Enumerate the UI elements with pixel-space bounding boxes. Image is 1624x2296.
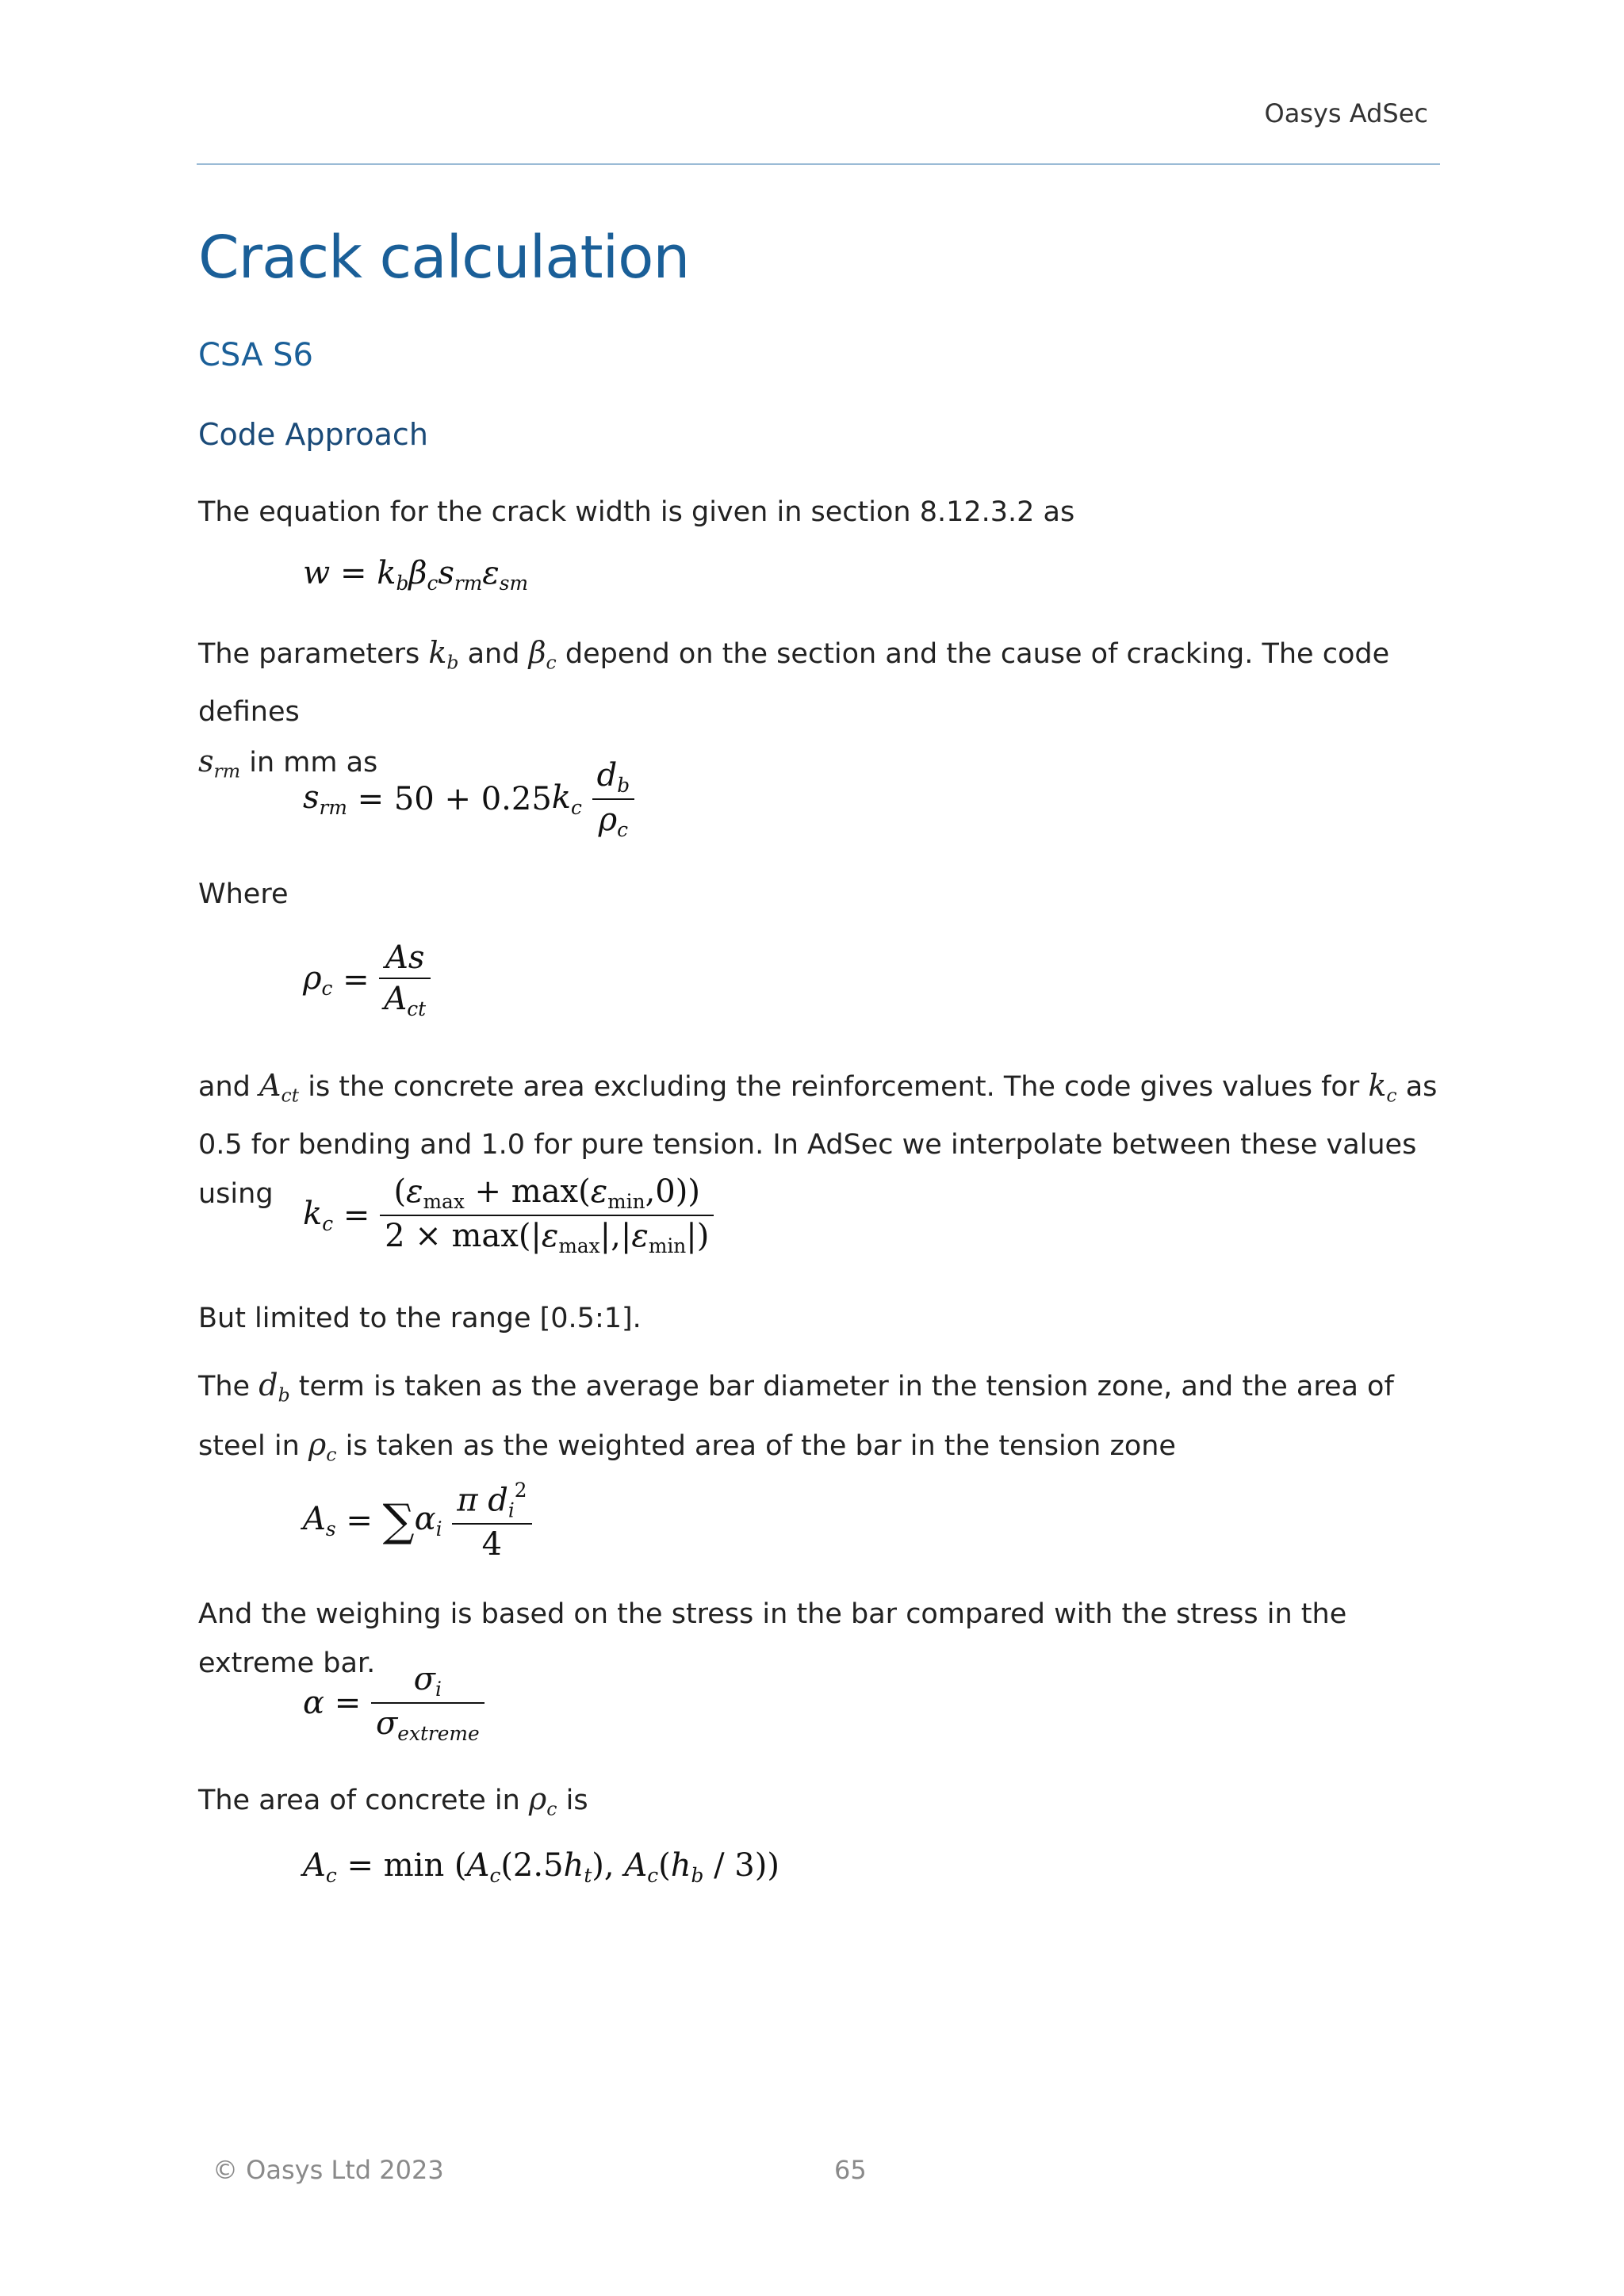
equation-reinforcement-ratio: $\rho_c$ = $\frac{As}{A_{ct}}$ xyxy=(303,939,431,1020)
subsection-heading: Code Approach xyxy=(198,417,428,452)
footer-copyright: © Oasys Ltd 2023 xyxy=(213,2155,444,2185)
header-divider xyxy=(197,163,1440,165)
equation-stress-weighting: α = $\frac{\sigma_i}{\sigma_{extreme}}$ xyxy=(303,1661,485,1745)
paragraph-concrete-area-in-rho: The area of concrete in $\rho_c$ is xyxy=(198,1781,588,1820)
paragraph-weighting: And the weighing is based on the stress in the bar compared with the stress in the extreme bar. xyxy=(198,1598,1347,1679)
equation-steel-area: $A_s$ = ∑ $\alpha_i$ $\frac{\pi d_i^2}{4}$ xyxy=(303,1479,532,1563)
equation-crack-width: $w = k_b\beta_cs_{rm}\varepsilon_{sm}$ xyxy=(303,555,528,595)
equation-effective-concrete-area: $A_c = \min (A_c(2.5h_t)$, $A_c(h_b / 3)$) xyxy=(303,1847,779,1887)
footer-page-number: 65 xyxy=(834,2155,867,2185)
paragraph-concrete-area: and $A_{ct}$ is the concrete area excluding the reinforcement. The code gives values for $k_c$ as 0.5 for bending and 1.0 for pure tension. In AdSec we interpolate between these values using xyxy=(198,1068,1438,1210)
paragraph-crack-width-intro: The equation for the crack width is given in section 8.12.3.2 as xyxy=(198,496,1075,528)
equation-kc-interpolation: $k_c$ = $\frac{(\varepsilon_{max} + \max(\varepsilon_{min},0))}{2 \times \max(|\varepsilon_{max}|,|\varepsilon_{min}|)}$ xyxy=(303,1173,714,1257)
page-title: Crack calculation xyxy=(198,224,690,292)
equation-crack-spacing: $s_{rm}$ = 50 + 0.25 $k_c$ $\frac{d_b}{\rho_c}$ xyxy=(303,757,634,841)
paragraph-where: Where xyxy=(198,878,289,910)
paragraph-parameters: The parameters $k_b$ and $\beta_c$ depend on the section and the cause of cracking. The code defines $s_{rm}$ in mm as xyxy=(198,635,1390,783)
section-heading: CSA S6 xyxy=(198,337,313,373)
paragraph-range-limit: But limited to the range [0.5:1]. xyxy=(198,1303,642,1334)
document-header-title: Oasys AdSec xyxy=(1264,98,1428,128)
paragraph-bar-diameter: The $d_b$ term is taken as the average bar diameter in the tension zone, and the area of steel in $\rho_c$ is taken as the weighted area of the bar in the tension zone xyxy=(198,1368,1394,1466)
